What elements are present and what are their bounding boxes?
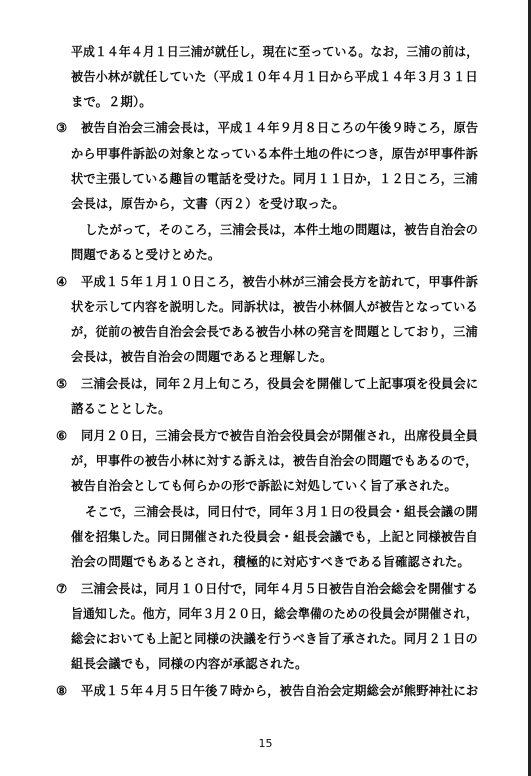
text-line: 同月２０日，三浦会長方で被告自治会役員会が開催され，出席役員全員: [81, 428, 479, 443]
text-line: 会長は，被告自治会の問題であると理解した。: [71, 349, 333, 364]
text-line: 三浦会長は，同月１０日付で，同年４月５日被告自治会総会を開催する: [81, 581, 479, 596]
text-line: 会長は，原告から，文書（丙２）を受け取った。: [71, 196, 345, 211]
item-marker: ⑧: [56, 683, 68, 698]
item-marker: ⑤: [56, 376, 68, 391]
text-line: 状を示して内容を説明した。同訴状は，被告小林個人が被告となっている: [71, 299, 478, 314]
page-number: 15: [258, 737, 273, 750]
text-line: 総会においても上記と同様の決議を行うべき旨了承された。同月２１日の: [71, 631, 478, 646]
item-marker: ③: [56, 120, 68, 135]
text-line: 問題であると受けとめた。: [71, 247, 221, 262]
text-line: 状で主張している趣旨の電話を受けた。同月１１日か，１２日ころ，三浦: [71, 171, 478, 186]
text-line: が，従前の被告自治会会長である被告小林の発言を問題としており，三浦: [71, 324, 478, 339]
text-line: が，甲事件の被告小林に対する訴えは，被告自治会の問題でもあるので，: [71, 453, 478, 468]
text-line: そこで，三浦会長は，同日付で，同年３月１日の役員会・組長会議の開: [85, 504, 478, 519]
item-marker: ⑦: [56, 581, 68, 596]
text-line: 諮ることとした。: [71, 401, 171, 416]
text-line: 平成１４年４月１日三浦が就任し，現在に至っている。なお，三浦の前は，: [71, 44, 479, 59]
text-line: から甲事件訴訟の対象となっている本件土地の件につき，原告が甲事件訴: [71, 146, 479, 161]
text-line: 被告小林が就任していた（平成１０年４月１日から平成１４年３月３１日: [71, 69, 478, 84]
text-line: 組長会議でも，同様の内容が承認された。: [71, 656, 308, 671]
text-line: 催を招集した。同日開催された役員会・組長会議でも，上記と同様被告自: [71, 529, 478, 544]
text-line: 被告自治会としても何らかの形で訴訟に対処していく旨了承された。: [71, 478, 457, 493]
text-line: 平成１５年１月１０日ころ，被告小林が三浦会長方を訪れて，甲事件訴: [81, 274, 479, 289]
text-line: 平成１５年４月５日午後７時から，被告自治会定期総会が熊野神社にお: [81, 683, 479, 698]
text-line: まで。２期）。: [71, 94, 152, 109]
text-line: 治会の問題でもあるとされ，積極的に対応すべきである旨確認された。: [71, 554, 470, 569]
text-line: 旨通知した。他方，同年３月２０日，総会準備のための役員会が開催され，: [71, 606, 478, 621]
text-line: したがって，そのころ，三浦会長は，本件土地の問題は，被告自治会の: [85, 222, 479, 237]
text-line: 三浦会長は，同年２月上旬ころ，役員会を開催して上記事項を役員会に: [81, 376, 479, 391]
text-line: 被告自治会三浦会長は，平成１４年９月８日ころの午後９時ころ，原告: [81, 120, 479, 135]
item-marker: ④: [56, 274, 68, 289]
item-marker: ⑥: [56, 428, 68, 443]
